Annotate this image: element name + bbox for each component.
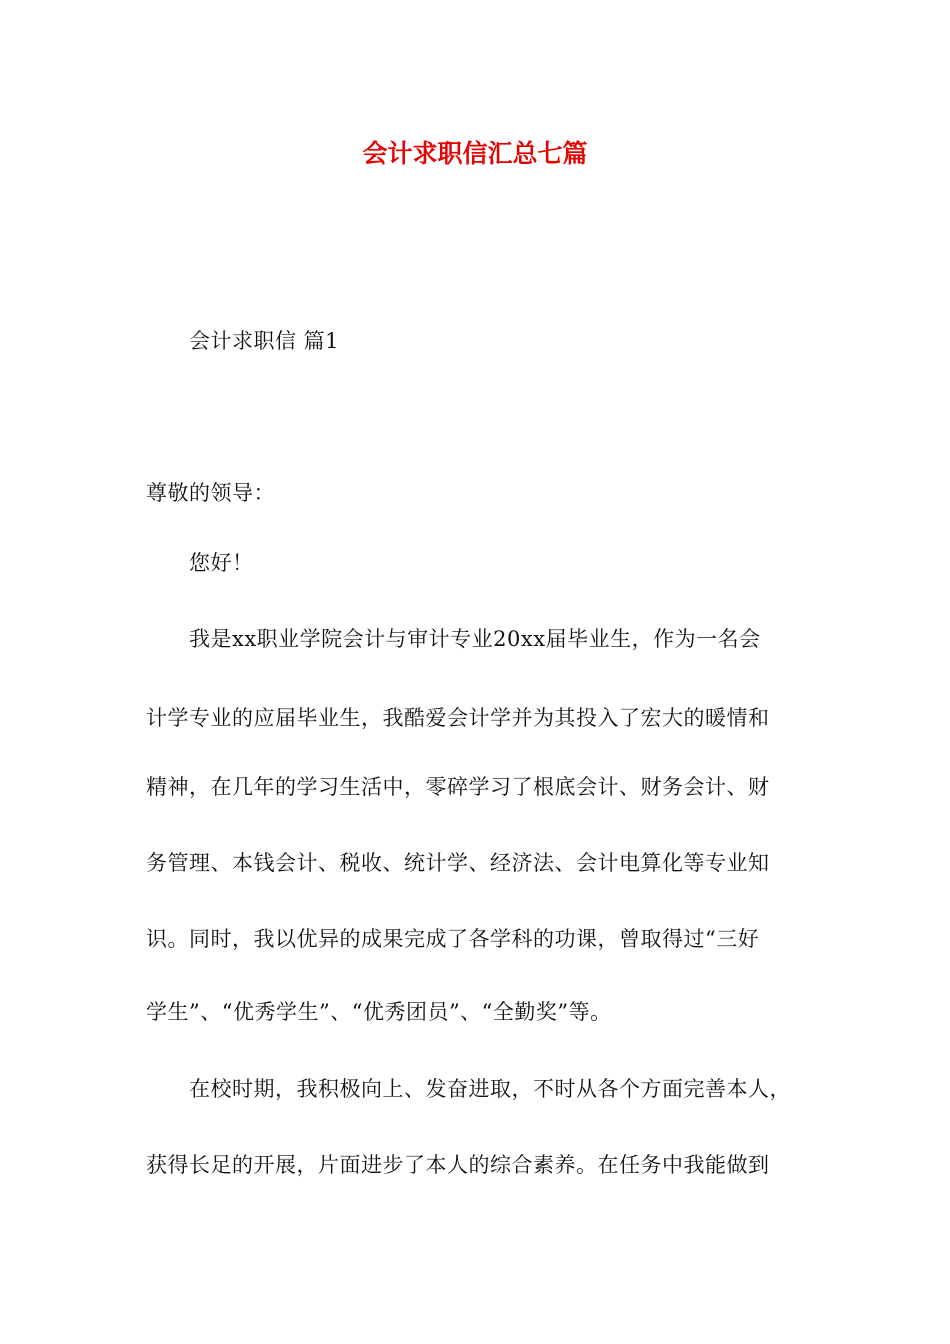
document-title: 会计求职信汇总七篇 [362, 139, 588, 168]
paragraph-line: 学生”、“优秀学生”、“优秀团员”、“全勤奖”等。 [146, 1000, 612, 1024]
paragraph-line: 务管理、本钱会计、税收、统计学、经济法、会计电算化等专业知 [146, 851, 770, 875]
greeting: 您好！ [189, 551, 254, 575]
paragraph-line: 在校时期，我积极向上、发奋进取，不时从各个方面完善本人， [189, 1077, 791, 1101]
paragraph-line: 获得长足的开展，片面进步了本人的综合素养。在任务中我能做到 [146, 1153, 770, 1177]
paragraph-line: 我是xx职业学院会计与审计专业20xx届毕业生，作为一名会 [189, 627, 761, 651]
paragraph-line: 精神，在几年的学习生活中，零碎学习了根底会计、财务会计、财 [146, 775, 770, 799]
salutation: 尊敬的领导： [146, 481, 275, 505]
paragraph-line: 计学专业的应届毕业生，我酷爱会计学并为其投入了宏大的暖情和 [146, 706, 770, 730]
paragraph-line: 识。同时，我以优异的成果完成了各学科的功课，曾取得过“三好 [146, 927, 760, 951]
section-heading: 会计求职信 篇1 [189, 329, 340, 353]
